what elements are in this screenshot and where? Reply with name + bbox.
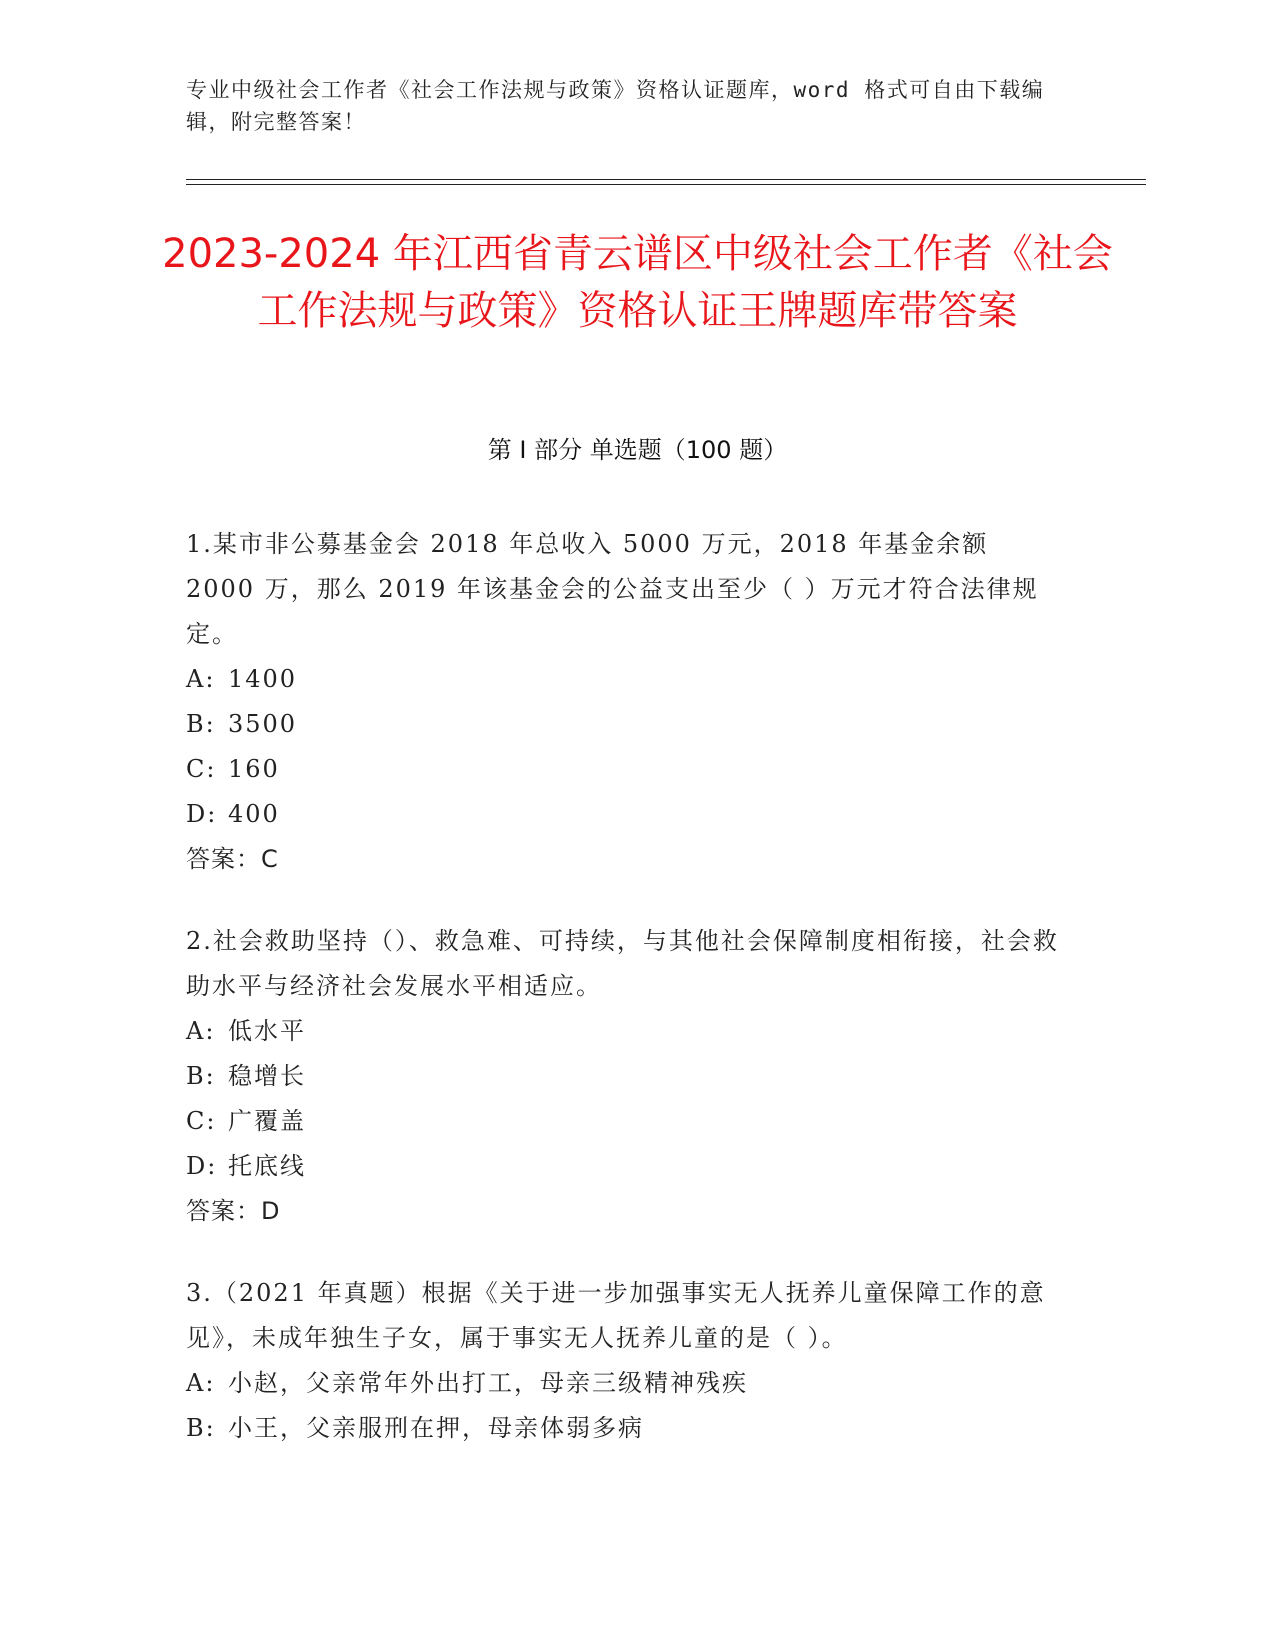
option-letter: D: [186,1152,218,1180]
header-divider-bottom [186,184,1146,185]
option-text: 稳增长 [228,1062,306,1090]
option-text: 400 [228,800,280,828]
option-letter: B: [186,710,216,738]
option-letter: A: [186,1369,216,1397]
option-b [186,702,1066,747]
option-text: 1400 [228,665,298,693]
question-text: 2.社会救助坚持（）、救急难、可持续，与其他社会保障制度相衔接，社会救助水平与经济社会发展水平相适应。 [186,927,1059,1000]
option-a [186,657,1066,702]
option-text: 小赵，父亲常年外出打工，母亲三级精神残疾 [228,1369,748,1397]
option-b [186,1054,1066,1099]
header-note: 专业中级社会工作者《社会工作法规与政策》资格认证题库，word 格式可自由下载编辑，附完整答案！ [186,78,1045,134]
option-a [186,1009,1066,1054]
option-a [186,1361,1066,1406]
answer-line: 答案：D [186,1197,281,1225]
question-2 [186,919,1066,1234]
option-text: 托底线 [228,1152,306,1180]
option-text: 3500 [228,710,298,738]
option-letter: C: [186,755,217,783]
option-letter: D: [186,800,218,828]
question-text: 3.（2021 年真题）根据《关于进一步加强事实无人抚养儿童保障工作的意见》，未成年独生子女，属于事实无人抚养儿童的是（ ）。 [186,1279,1046,1352]
answer-line: 答案：C [186,845,279,873]
question-text: 1.某市非公募基金会 2018 年总收入 5000 万元，2018 年基金余额 2000 万，那么 2019 年该基金会的公益支出至少（ ）万元才符合法律规定。 [186,530,1039,648]
question-list [186,522,1066,1488]
option-b [186,1406,1066,1451]
option-letter: A: [186,1017,216,1045]
option-text: 低水平 [228,1017,306,1045]
header-divider-top [186,179,1146,180]
option-c [186,1099,1066,1144]
option-letter: B: [186,1062,216,1090]
option-d [186,792,1066,837]
option-text: 广覆盖 [228,1107,306,1135]
section-title: 第 I 部分 单选题（100 题） [487,436,788,464]
question-1 [186,522,1066,882]
document-title: 2023-2024 年江西省青云谱区中级社会工作者《社会工作法规与政策》资格认证王牌题库带答案 [162,231,1113,334]
option-c [186,747,1066,792]
option-text: 小王，父亲服刑在押，母亲体弱多病 [228,1414,644,1442]
option-text: 160 [228,755,280,783]
option-letter: B: [186,1414,216,1442]
option-letter: A: [186,665,216,693]
option-d [186,1144,1066,1189]
option-letter: C: [186,1107,217,1135]
question-3 [186,1271,1066,1451]
